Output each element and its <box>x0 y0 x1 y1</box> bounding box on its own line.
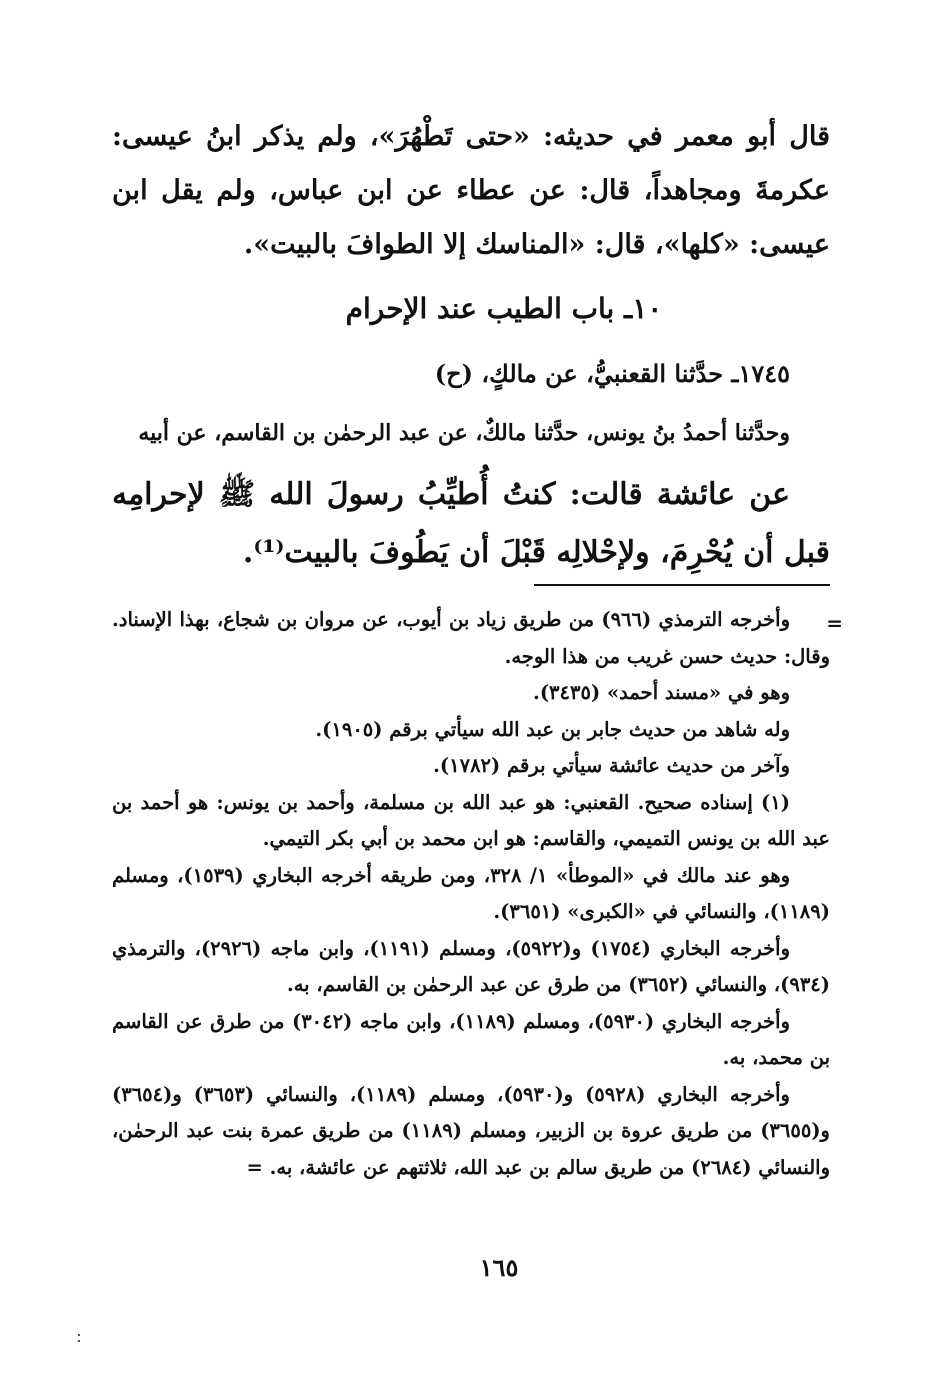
footnote-paragraph: وآخر من حديث عائشة سيأتي برقم (١٧٨٢). <box>433 754 790 777</box>
footnote-paragraph: وأخرجه البخاري (٥٩٣٠)، ومسلم (١١٨٩)، وابن ماجه (٣٠٤٢) من طرق عن القاسم بن محمد، به. <box>112 1009 830 1069</box>
upper-paragraph: قال أبو معمر في حديثه: «حتى تَطْهُرَ»، ولم يذكر ابنُ عيسى: عكرمةَ ومجاهداً، قال: عن عطاء عن ابن عباس، ولم يقل ابن عيسى: «كلها»، قال: «المناسك إلا الطوافَ بالبيت». <box>112 121 830 260</box>
hadith-text: عن عائشة قالت: كنتُ أُطيِّبُ رسولَ الله ﷺ لإحرامِه قبل أن يُحْرِمَ، ولإحْلالِه قَبْلَ أن يَطُوفَ بالبيت⁽¹⁾. <box>112 477 830 570</box>
footnote-paragraph: وله شاهد من حديث جابر بن عبد الله سيأتي برقم (١٩٠٥). <box>315 717 790 741</box>
continuation-mark: = <box>826 611 843 635</box>
isnad-chain: وحدَّثنا أحمدُ بنُ يونس، حدَّثنا مالكٌ، عن عبد الرحمٰن بن القاسم، عن أبيه <box>138 420 790 446</box>
page-number: ١٦٥ <box>479 1253 519 1282</box>
footnote-separator <box>534 584 830 586</box>
footnote-paragraph: وأخرجه الترمذي (٩٦٦) من طريق زياد بن أيوب، عن مروان بن شجاع، بهذا الإسناد. وقال: حديث حسن غريب من هذا الوجه. <box>112 608 830 668</box>
footnote-paragraph: (١) إسناده صحيح. القعنبي: هو عبد الله بن مسلمة، وأحمد بن يونس: هو أحمد بن عبد الله بن يونس التميمي، والقاسم: هو ابن محمد بن أبي بكر التيمي. <box>112 790 830 850</box>
footnotes-block <box>112 602 830 1186</box>
footnote-paragraph: وأخرجه البخاري (١٧٥٤) و(٥٩٢٢)، ومسلم (١١٩١)، وابن ماجه (٢٩٢٦)، والترمذي (٩٣٤)، والنسائي (٣٦٥٢) من طرق عن عبد الرحمٰن بن القاسم، به. <box>112 936 830 996</box>
footnote-paragraph: وأخرجه البخاري (٥٩٢٨) و(٥٩٣٠)، ومسلم (١١٨٩)، والنسائي (٣٦٥٣) و(٣٦٥٤) و(٣٦٥٥) من طريق عروة بن الزبير، ومسلم (١١٨٩) من طريق عمرة بنت عبد الرحمٰن، والنسائي (٢٦٨٤) من طريق سالم بن عبد الله، ثلاثتهم عن عائشة، به. = <box>112 1082 830 1179</box>
footnote-paragraph: وهو في «مسند أحمد» (٣٤٣٥). <box>533 681 790 704</box>
chapter-heading: ١٠ـ باب الطيب عند الإحرام <box>345 292 663 325</box>
scan-speck <box>76 1330 82 1350</box>
footnote-paragraph: وهو عند مالك في «الموطأ» ١/ ٣٢٨، ومن طريقه أخرجه البخاري (١٥٣٩)، ومسلم (١١٨٩)، والنسائي في «الكبرى» (٣٦٥١). <box>112 863 830 923</box>
hadith-number-line: ١٧٤٥ـ حدَّثنا القعنبيُّ، عن مالكٍ، (ح) <box>434 359 790 388</box>
